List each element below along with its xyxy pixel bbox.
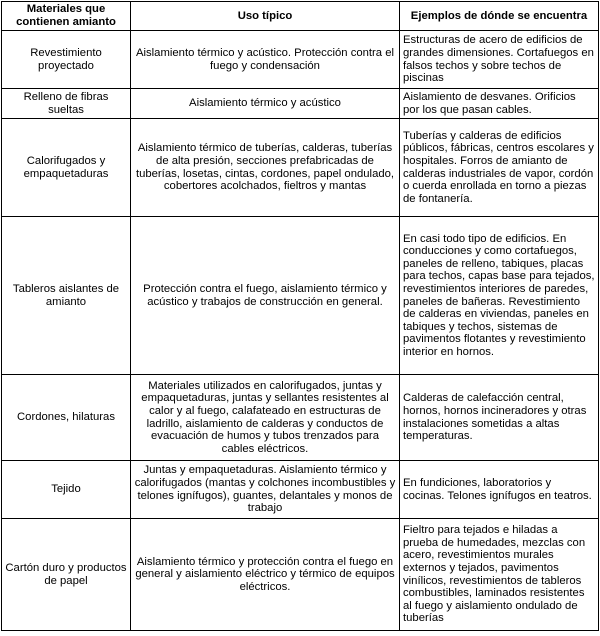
table-row — [2, 217, 599, 375]
material-cell: Revestimiento proyectado — [2, 31, 131, 89]
table-row — [2, 461, 599, 519]
use-cell: Juntas y empaquetaduras. Aislamiento térmico y calorifugados (mantas y colchones incombustibles y telones ignífugos), guantes, delantales y monos de trabajo — [131, 461, 400, 519]
use-cell: Aislamiento térmico y acústico — [131, 89, 400, 119]
examples-cell: En casi todo tipo de edificios. En conducciones y como cortafuegos, paneles de relleno, tabiques, placas para techos, capas base para tejados, revestimientos interiores de paredes, paneles de bañeras. Revestimiento de calderas en viviendas, paneles en tabiques y techos, sistemas de pavimentos flotantes y revestimiento interior en hornos. — [400, 217, 599, 375]
material-cell: Tableros aislantes de amianto — [2, 217, 131, 375]
use-cell: Materiales utilizados en calorifugados, juntas y empaquetaduras, juntas y sellantes resistentes al calor y al fuego, calafateado en estructuras de ladrillo, aislamiento de calderas y conductos de evacuación de humos y tubos trenzados para cables eléctricos. — [131, 375, 400, 461]
examples-cell: Aislamiento de desvanes. Orificios por los que pasan cables. — [400, 89, 599, 119]
material-cell: Cartón duro y productos de papel — [2, 519, 131, 631]
header-row — [2, 2, 599, 31]
use-cell: Aislamiento térmico y protección contra el fuego en general y aislamiento eléctrico y térmico de equipos eléctricos. — [131, 519, 400, 631]
material-cell: Tejido — [2, 461, 131, 519]
table-row — [2, 375, 599, 461]
table-row — [2, 31, 599, 89]
table-row — [2, 89, 599, 119]
examples-cell: Estructuras de acero de edificios de grandes dimensiones. Cortafuegos en falsos techos y sobre techos de piscinas — [400, 31, 599, 89]
use-cell: Protección contra el fuego, aislamiento térmico y acústico y trabajos de construcción en general. — [131, 217, 400, 375]
use-cell: Aislamiento térmico y acústico. Protección contra el fuego y condensación — [131, 31, 400, 89]
examples-cell: Fieltro para tejados e hiladas a prueba de humedades, mezclas con acero, revestimientos murales externos y tejados, pavimentos vinílicos, revestimientos de tableros combustibles, laminados resistentes al fuego y aislamiento ondulado de tuberías — [400, 519, 599, 631]
examples-cell: Calderas de calefacción central, hornos, hornos incineradores y otras instalaciones sometidas a altas temperaturas. — [400, 375, 599, 461]
material-cell: Cordones, hilaturas — [2, 375, 131, 461]
header-use: Uso típico — [131, 2, 400, 31]
header-materials: Materiales que contienen amianto — [2, 2, 131, 31]
table-row — [2, 519, 599, 631]
asbestos-materials-table — [1, 1, 599, 631]
use-cell: Aislamiento térmico de tuberías, calderas, tuberías de alta presión, secciones prefabricadas de tuberías, losetas, cintas, cordones, papel ondulado, cobertores acolchados, fieltros y mantas — [131, 119, 400, 217]
header-examples: Ejemplos de dónde se encuentra — [400, 2, 599, 31]
examples-cell: Tuberías y calderas de edificios públicos, fábricas, centros escolares y hospitales. Forros de amianto de calderas industriales de vapor, cordón o cuerda enrollada en torno a piezas de fontanería. — [400, 119, 599, 217]
examples-cell: En fundiciones, laboratorios y cocinas. Telones ignífugos en teatros. — [400, 461, 599, 519]
material-cell: Calorifugados y empaquetaduras — [2, 119, 131, 217]
material-cell: Relleno de fibras sueltas — [2, 89, 131, 119]
table-row — [2, 119, 599, 217]
